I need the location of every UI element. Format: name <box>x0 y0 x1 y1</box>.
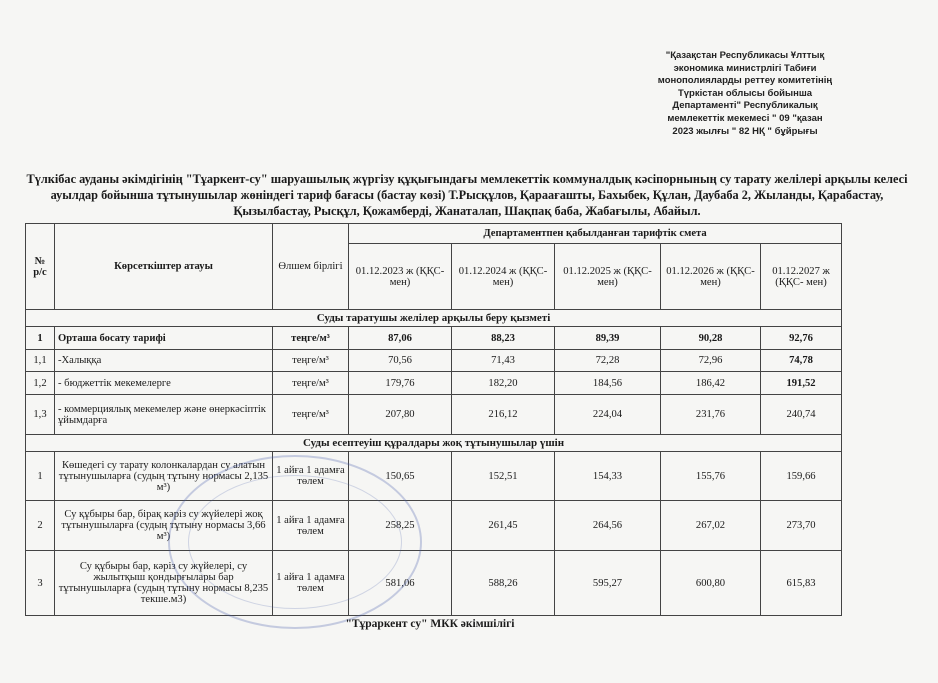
header-year: 01.12.2027 ж (ҚҚС- мен) <box>761 244 842 310</box>
row-value: 154,33 <box>555 452 661 501</box>
row-value: 70,56 <box>349 350 452 372</box>
table-row <box>26 327 842 350</box>
row-unit: 1 айға 1 адамға төлем <box>273 452 349 501</box>
row-unit: 1 айға 1 адамға төлем <box>273 551 349 616</box>
section-heading: Суды таратушы желілер арқылы беру қызметі <box>26 310 842 327</box>
header-year: 01.12.2023 ж (ҚҚС- мен) <box>349 244 452 310</box>
row-name: Көшедегі су тарату колонкалардан су алатын тұтынушыларға (судың тұтыну нормасы 2,135 м³) <box>55 452 273 501</box>
row-name: Су құбыры бар, бірақ кәріз су жүйелері жоқ тұтынушыларға (судың тұтыну нормасы 3,66 м³) <box>55 501 273 551</box>
row-number: 2 <box>26 501 55 551</box>
row-number: 1,2 <box>26 372 55 395</box>
row-value: 72,28 <box>555 350 661 372</box>
header-number: № р/с <box>26 224 55 310</box>
row-name: -Халыққа <box>55 350 273 372</box>
row-unit: теңге/м³ <box>273 395 349 435</box>
row-value: 264,56 <box>555 501 661 551</box>
header-year: 01.12.2025 ж (ҚҚС- мен) <box>555 244 661 310</box>
row-value: 258,25 <box>349 501 452 551</box>
approval-line: Департаменті" Республикалық <box>672 100 818 112</box>
row-value: 240,74 <box>761 395 842 435</box>
row-unit: теңге/м³ <box>273 327 349 350</box>
row-number: 1,1 <box>26 350 55 372</box>
row-number: 1,3 <box>26 395 55 435</box>
row-value: 159,66 <box>761 452 842 501</box>
row-name: Орташа босату тарифі <box>55 327 273 350</box>
approval-stamp-text <box>640 50 850 138</box>
row-value: 186,42 <box>661 372 761 395</box>
header-indicator-name: Көрсеткіштер атауы <box>55 224 273 310</box>
header-year: 01.12.2026 ж (ҚҚС- мен) <box>661 244 761 310</box>
signature-caption: "Тұраркент су" МКК әкімшілігі <box>345 618 515 630</box>
row-value: 89,39 <box>555 327 661 350</box>
row-value: 231,76 <box>661 395 761 435</box>
section-heading: Суды есептеуіш құралдары жоқ тұтынушылар үшін <box>26 435 842 452</box>
row-value: 152,51 <box>452 452 555 501</box>
row-value: 600,80 <box>661 551 761 616</box>
table-row <box>26 395 842 435</box>
header-year: 01.12.2024 ж (ҚҚС- мен) <box>452 244 555 310</box>
row-value: 150,65 <box>349 452 452 501</box>
row-value: 182,20 <box>452 372 555 395</box>
row-name: - бюджеттік мекемелерге <box>55 372 273 395</box>
row-value: 615,83 <box>761 551 842 616</box>
table-row <box>26 350 842 372</box>
row-value: 179,76 <box>349 372 452 395</box>
row-name: - коммерциялық мекемелер және өнеркәсіптік ұйымдарға <box>55 395 273 435</box>
table-row <box>26 372 842 395</box>
row-number: 1 <box>26 327 55 350</box>
row-value: 88,23 <box>452 327 555 350</box>
row-value: 588,26 <box>452 551 555 616</box>
row-value: 273,70 <box>761 501 842 551</box>
approval-line: "Қазақстан Республикасы Ұлттық <box>665 50 825 61</box>
row-unit: теңге/м³ <box>273 372 349 395</box>
row-number: 1 <box>26 452 55 501</box>
row-value: 92,76 <box>761 327 842 350</box>
header-tariff-estimate: Департаментпен қабылданған тарифтік смета <box>349 224 842 244</box>
approval-line: Түркістан облысы бойынша <box>677 87 813 99</box>
table-row <box>26 501 842 551</box>
tariff-table <box>25 223 842 616</box>
table-row <box>26 551 842 616</box>
document-title: Түлкібас ауданы әкімдігінің "Тұаркент-су" шаруашылық жүргізу құқығындағы мемлекеттік коммуналдық кәсіпорнының су тарату желілері арқылы келесі ауылдар бойынша тұтынушылар жөніндегі тариф бағасы (бастау көзі) Т.Рысқұлов, Қараағашты, Бахыбек, Құлан, Даубаба 2, Жыланды, Қарабастау, Қызылбастау, Рысқұл, Қожамберді, Жанаталап, Шақпақ баба, Жабағылы, Абайыл. <box>26 172 908 218</box>
row-unit: теңге/м³ <box>273 350 349 372</box>
row-value: 595,27 <box>555 551 661 616</box>
row-value: 90,28 <box>661 327 761 350</box>
row-value: 581,06 <box>349 551 452 616</box>
approval-line: монополияларды реттеу комитетінің <box>657 75 833 87</box>
row-value: 191,52 <box>761 372 842 395</box>
row-value: 87,06 <box>349 327 452 350</box>
row-value: 71,43 <box>452 350 555 372</box>
row-name: Су құбыры бар, кәріз су жүйелері, су жылытқыш қондырғылары бар тұтынушыларға (судың тұтыну нормасы 8,235 текше.м3) <box>55 551 273 616</box>
row-value: 261,45 <box>452 501 555 551</box>
table-row <box>26 452 842 501</box>
row-value: 267,02 <box>661 501 761 551</box>
approval-line: экономика министрлігі Табиғи <box>673 62 817 74</box>
row-value: 207,80 <box>349 395 452 435</box>
approval-line: мемлекеттік мекемесі " 09 "қазан <box>667 112 823 124</box>
row-number: 3 <box>26 551 55 616</box>
row-value: 74,78 <box>761 350 842 372</box>
row-value: 72,96 <box>661 350 761 372</box>
row-value: 184,56 <box>555 372 661 395</box>
header-unit: Өлшем бірлігі <box>273 224 349 310</box>
row-value: 155,76 <box>661 452 761 501</box>
row-value: 224,04 <box>555 395 661 435</box>
approval-line: 2023 жылғы " 82 НҚ " бұйрығы <box>672 125 818 137</box>
row-unit: 1 айға 1 адамға төлем <box>273 501 349 551</box>
row-value: 216,12 <box>452 395 555 435</box>
